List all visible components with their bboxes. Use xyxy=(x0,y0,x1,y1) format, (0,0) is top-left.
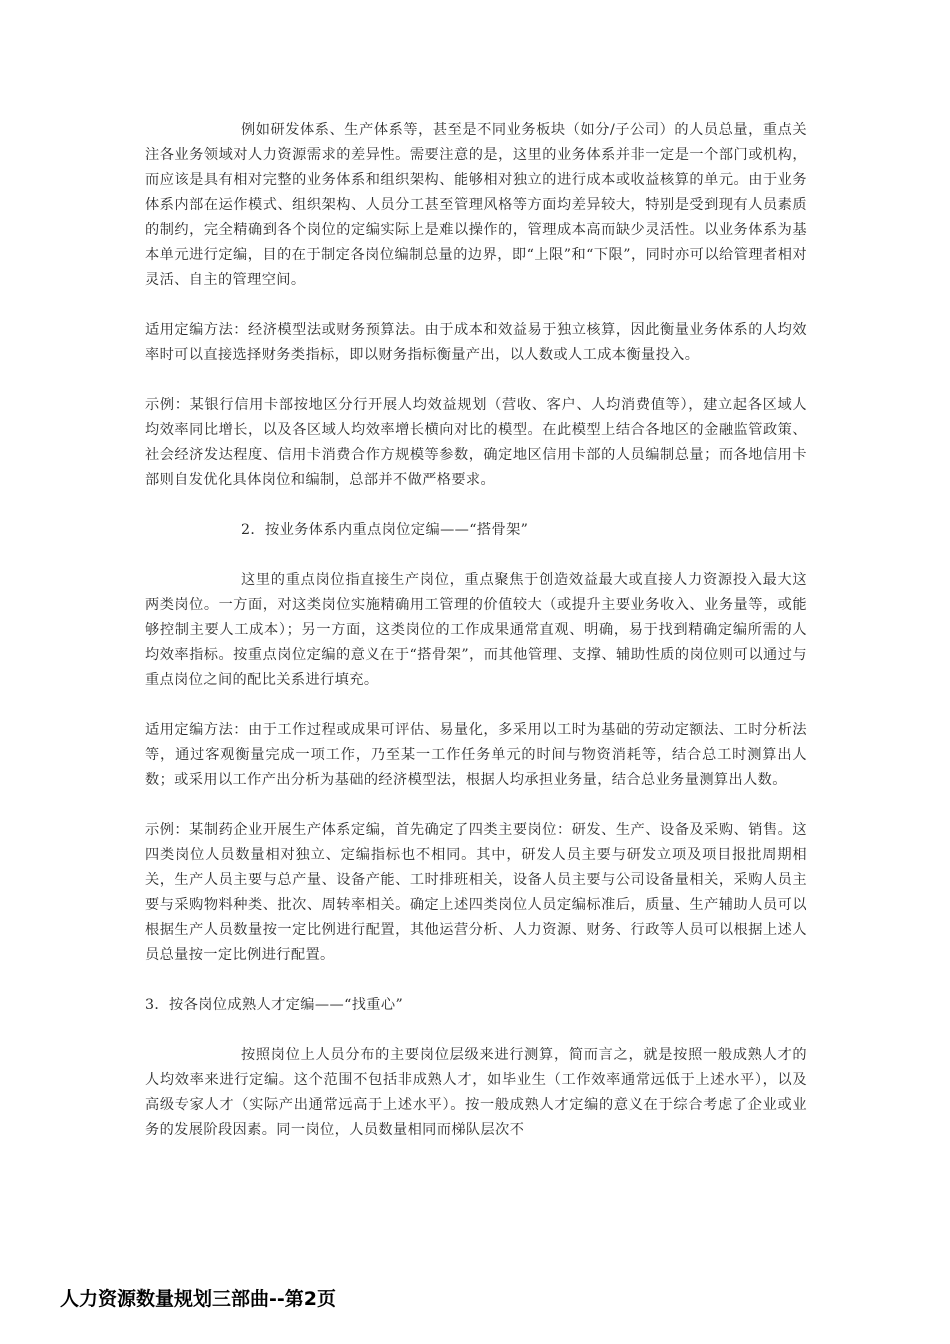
paragraph-mature-talent: 按照岗位上人员分布的主要岗位层级来进行测算，简而言之，就是按照一般成熟人才的人均效率来进行定编。这个范围不包括非成熟人才，如毕业生（工作效率通常远低于上述水平），以及高级专家人才（实际产出通常远高于上述水平）。按一般成熟人才定编的意义在于综合考虑了企业或业务的发展阶段因素。同一岗位，人员数量相同而梯队层次不 xyxy=(145,1047,807,1138)
paragraph-method-1: 适用定编方法：经济模型法或财务预算法。由于成本和效益易于独立核算，因此衡量业务体系的人均效率时可以直接选择财务类指标，即以财务指标衡量产出，以人数或人工成本衡量投入。 xyxy=(145,322,807,363)
paragraph-example-1: 示例：某银行信用卡部按地区分行开展人均效益规划（营收、客户、人均消费值等），建立起各区域人均效率同比增长，以及各区域人均效率增长横向对比的模型。在此模型上结合各地区的金融监管政策、社会经济发达程度、信用卡消费合作方规模等参数，确定地区信用卡部的人员编制总量；而各地信用卡部则自发优化具体岗位和编制，总部并不做严格要求。 xyxy=(145,397,807,488)
paragraph-example-2: 示例：某制药企业开展生产体系定编，首先确定了四类主要岗位：研发、生产、设备及采购、销售。这四类岗位人员数量相对独立、定编指标也不相同。其中，研发人员主要与研发立项及项目报批周期相关，生产人员主要与总产量、设备产能、工时排班相关，设备人员主要与公司设备量相关，采购人员主要与采购物料种类、批次、周转率相关。确定上述四类岗位人员定编标准后，质量、生产辅助人员可以根据生产人员数量按一定比例进行配置，其他运营分析、人力资源、财务、行政等人员可以根据上述人员总量按一定比例进行配置。 xyxy=(145,822,807,963)
page-footer: 人力资源数量规划三部曲--第2页 xyxy=(60,1288,336,1310)
section-heading-3: 3．按各岗位成熟人才定编——“找重心” xyxy=(145,997,404,1013)
document-body xyxy=(145,118,807,1143)
paragraph-method-2: 适用定编方法：由于工作过程或成果可评估、易量化，多采用以工时为基础的劳动定额法、工时分析法等，通过客观衡量完成一项工作，乃至某一工作任务单元的时间与物资消耗等，结合总工时测算出人数；或采用以工作产出分析为基础的经济模型法，根据人均承担业务量，结合总业务量测算出人数。 xyxy=(145,722,807,788)
paragraph-business-system-intro: 例如研发体系、生产体系等，甚至是不同业务板块（如分/子公司）的人员总量，重点关注各业务领域对人力资源需求的差异性。需要注意的是，这里的业务体系并非一定是一个部门或机构，而应该是具有相对完整的业务体系和组织架构、能够相对独立的进行成本或收益核算的单元。由于业务体系内部在运作模式、组织架构、人员分工甚至管理风格等方面均差异较大，特别是受到现有人员素质的制约，完全精确到各个岗位的定编实际上是难以操作的，管理成本高而缺少灵活性。以业务体系为基本单元进行定编，目的在于制定各岗位编制总量的边界，即“上限”和“下限”，同时亦可以给管理者相对灵活、自主的管理空间。 xyxy=(145,122,807,288)
section-heading-2: 2．按业务体系内重点岗位定编——“搭骨架” xyxy=(241,522,529,538)
paragraph-key-positions: 这里的重点岗位指直接生产岗位，重点聚焦于创造效益最大或直接人力资源投入最大这两类岗位。一方面，对这类岗位实施精确用工管理的价值较大（或提升主要业务收入、业务量等，或能够控制主要人工成本）；另一方面，这类岗位的工作成果通常直观、明确，易于找到精确定编所需的人均效率指标。按重点岗位定编的意义在于“搭骨架”，而其他管理、支撑、辅助性质的岗位则可以通过与重点岗位之间的配比关系进行填充。 xyxy=(145,572,807,688)
